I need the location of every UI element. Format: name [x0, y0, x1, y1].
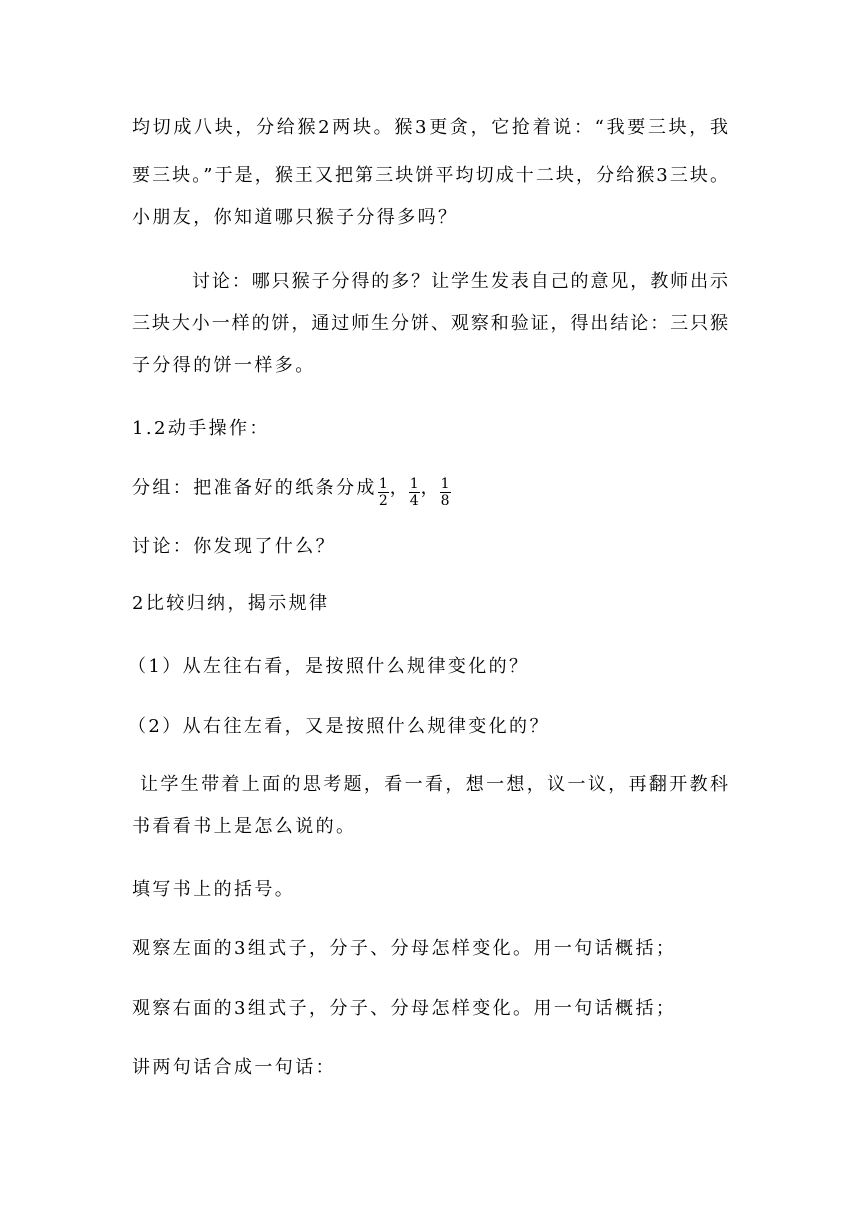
fraction-one-eighth [440, 476, 451, 509]
fraction-one-quarter [409, 476, 420, 509]
question-1: （1）从左往右看，是按照什么规律变化的？ [128, 656, 530, 677]
paragraph-discussion-line-3: 子分得的饼一样多。 [132, 355, 316, 376]
paragraph-textbook-line-2: 书看看书上是怎么说的。 [132, 816, 357, 837]
fraction-denominator: 4 [409, 493, 419, 509]
fraction-numerator: 1 [440, 476, 450, 492]
question-2: （2）从右往左看，又是按照什么规律变化的？ [128, 716, 550, 737]
heading-compare-summarize: 2比较归纳，揭示规律 [132, 593, 330, 614]
paragraph-story-line-3: 小朋友，你知道哪只猴子分得多吗？ [132, 207, 459, 228]
grouping-text: 分组：把准备好的纸条分成 [132, 477, 377, 499]
fraction-separator: ， [420, 477, 439, 499]
combine-instruction: 讲两句话合成一句话： [132, 1057, 336, 1078]
paragraph-story-line-1: 均切成八块，分给猴2两块。猴3更贪，它抢着说：“我要三块，我 [132, 117, 728, 138]
fraction-one-half [378, 476, 389, 509]
heading-hands-on: 1.2动手操作： [132, 418, 270, 439]
observe-right-instruction: 观察右面的3组式子，分子、分母怎样变化。用一句话概括； [132, 998, 677, 1019]
paragraph-discussion-line-1: 讨论：哪只猴子分得的多？让学生发表自己的意见，教师出示 [192, 271, 728, 292]
fraction-separator: ， [389, 477, 408, 499]
fraction-numerator: 1 [378, 476, 388, 492]
paragraph-discussion-line-2: 三块大小一样的饼，通过师生分饼、观察和验证，得出结论：三只猴 [132, 313, 728, 334]
fraction-denominator: 2 [378, 493, 388, 509]
observe-left-instruction: 观察左面的3组式子，分子、分母怎样变化。用一句话概括； [132, 938, 677, 959]
discussion-question: 讨论：你发现了什么？ [132, 536, 336, 557]
paragraph-textbook-line-1: 让学生带着上面的思考题，看一看，想一想，议一议，再翻开教科 [140, 774, 728, 795]
paragraph-story-line-2: 要三块。”于是，猴王又把第三块饼平均切成十二块，分给猴3三块。 [132, 165, 728, 186]
grouping-line [132, 472, 452, 509]
fill-brackets-instruction: 填写书上的括号。 [132, 879, 296, 900]
fraction-denominator: 8 [440, 493, 450, 509]
fraction-numerator: 1 [409, 476, 419, 492]
